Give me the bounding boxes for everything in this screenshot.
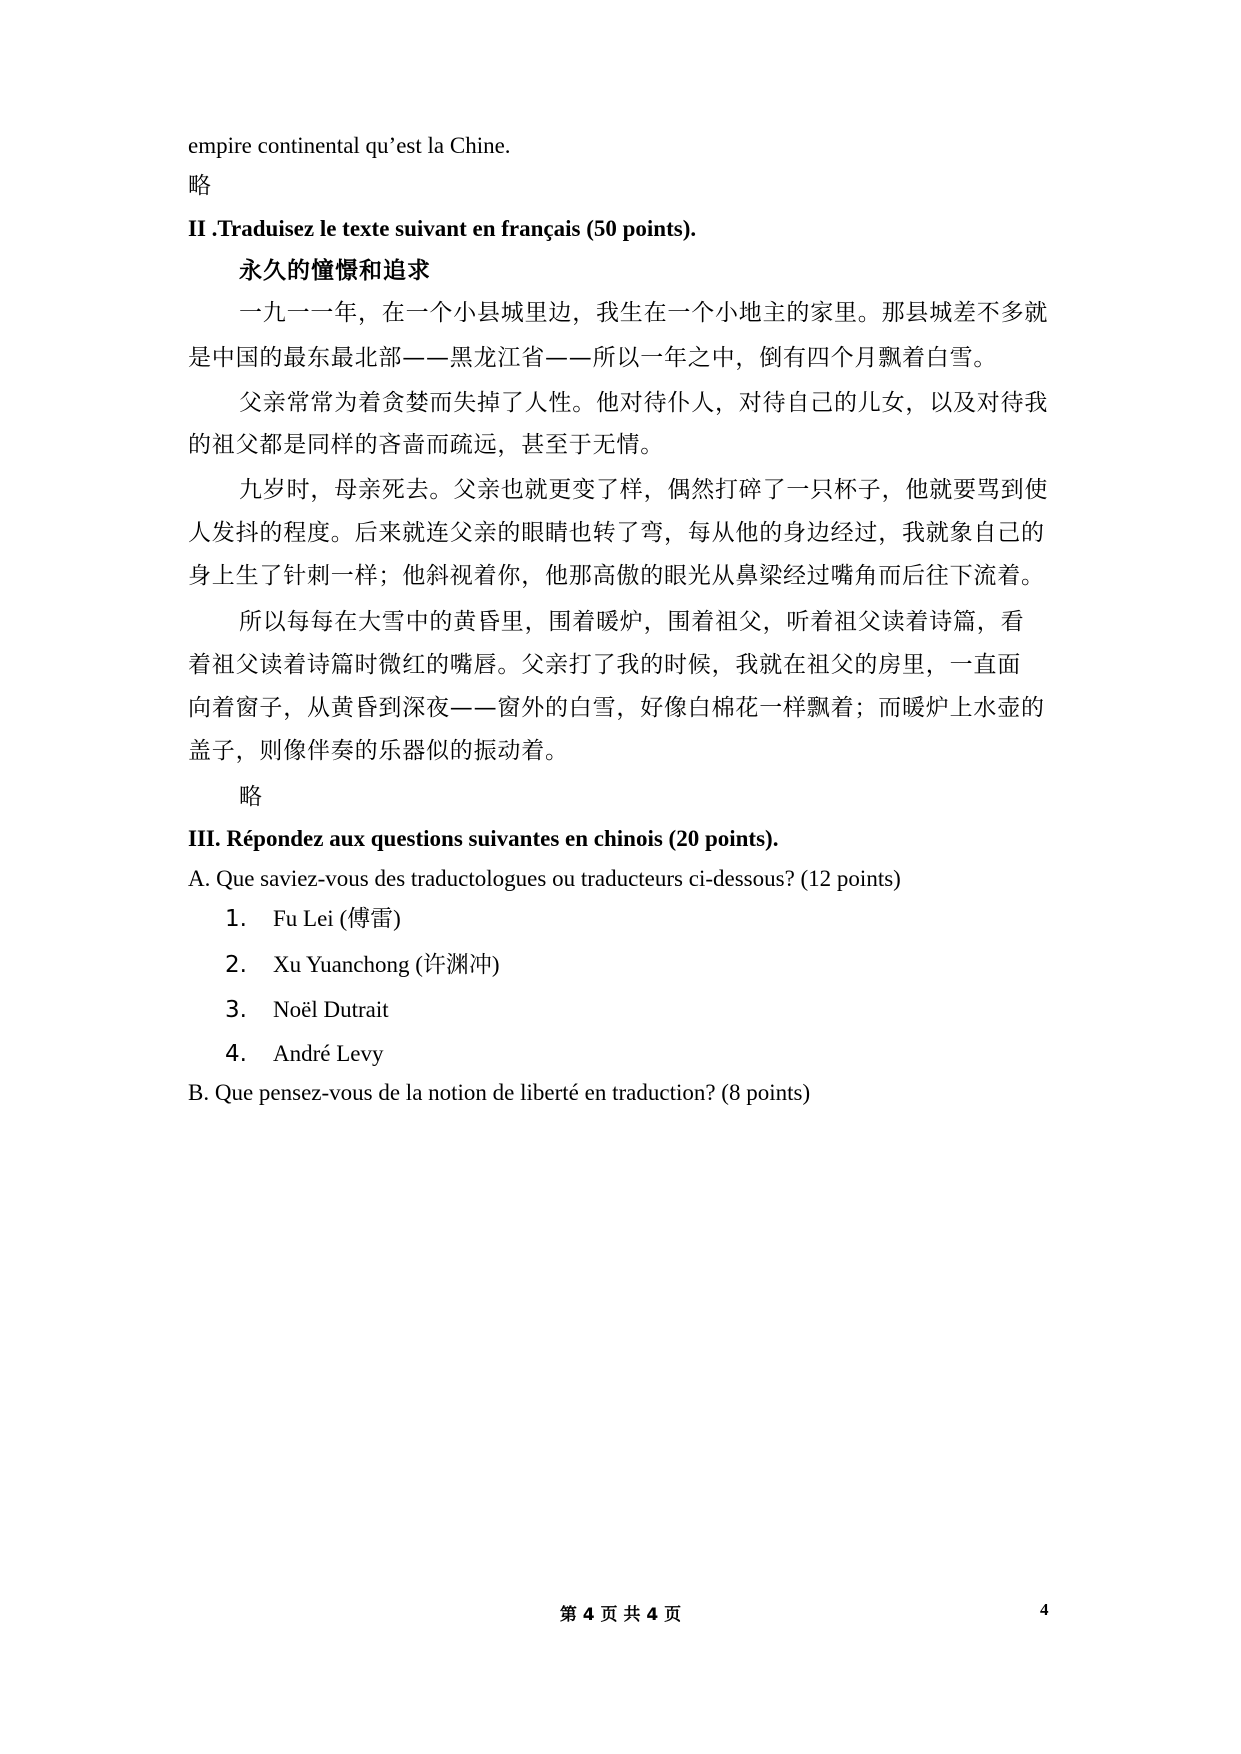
list-item — [225, 904, 401, 934]
passage-line: 所以每每在大雪中的黄昏里，围着暖炉，围着祖父，听着祖父读着诗篇，看 — [239, 609, 1025, 635]
list-item-text: Fu Lei (傅雷) — [273, 906, 401, 931]
list-item-number: 1. — [225, 906, 247, 932]
continuation-text: empire continental qu’est la Chine. — [188, 133, 511, 158]
part-b-question: B. Que pensez-vous de la notion de liberté en traduction? (8 points) — [188, 1080, 811, 1105]
list-item-text: André Levy — [273, 1041, 384, 1066]
page-footer-label: 第 4 页 共 4 页 — [559, 1605, 682, 1625]
part-a-question: A. Que saviez-vous des traductologues ou traducteurs ci-dessous? (12 points) — [188, 866, 901, 891]
passage-line: 九岁时，母亲死去。父亲也就更变了样，偶然打碎了一只杯子，他就要骂到使 — [239, 477, 1049, 503]
passage-line: 一九一一年，在一个小县城里边，我生在一个小地主的家里。那县城差不多就 — [239, 300, 1049, 326]
passage-line: 人发抖的程度。后来就连父亲的眼睛也转了弯，每从他的身边经过，我就象自己的 — [188, 520, 1045, 546]
section-3-heading: III. Répondez aux questions suivantes en chinois (20 points). — [188, 826, 779, 851]
list-item — [225, 950, 500, 980]
passage-line: 身上生了针刺一样；他斜视着你，他那高傲的眼光从鼻梁经过嘴角而后往下流着。 — [188, 563, 1045, 589]
list-item-number: 4. — [225, 1041, 247, 1067]
passage-line: 父亲常常为着贪婪而失掉了人性。他对待仆人，对待自己的儿女，以及对待我 — [239, 390, 1049, 416]
list-item-number: 3. — [225, 997, 247, 1023]
passage-line: 着祖父读着诗篇时微红的嘴唇。父亲打了我的时候，我就在祖父的房里，一直面 — [188, 652, 1021, 678]
passage-line: 向着窗子，从黄昏到深夜——窗外的白雪，好像白棉花一样飘着；而暖炉上水壶的 — [188, 695, 1045, 721]
list-item-text: Xu Yuanchong (许渊冲) — [273, 952, 500, 977]
passage-line: 盖子，则像伴奏的乐器似的振动着。 — [188, 738, 569, 764]
omitted-marker-1: 略 — [188, 173, 212, 199]
passage-line: 是中国的最东最北部——黑龙江省——所以一年之中，倒有四个月飘着白雪。 — [188, 345, 998, 371]
page-number: 4 — [1040, 1600, 1049, 1619]
list-item-number: 2. — [225, 952, 247, 978]
list-item-text: Noël Dutrait — [273, 997, 389, 1022]
section-2-heading: II .Traduisez le texte suivant en français (50 points). — [188, 216, 697, 241]
list-item — [225, 995, 389, 1025]
passage-title: 永久的憧憬和追求 — [239, 258, 431, 284]
omitted-marker-2: 略 — [239, 784, 263, 810]
passage-line: 的祖父都是同样的吝啬而疏远，甚至于无情。 — [188, 432, 664, 458]
list-item — [225, 1039, 384, 1069]
